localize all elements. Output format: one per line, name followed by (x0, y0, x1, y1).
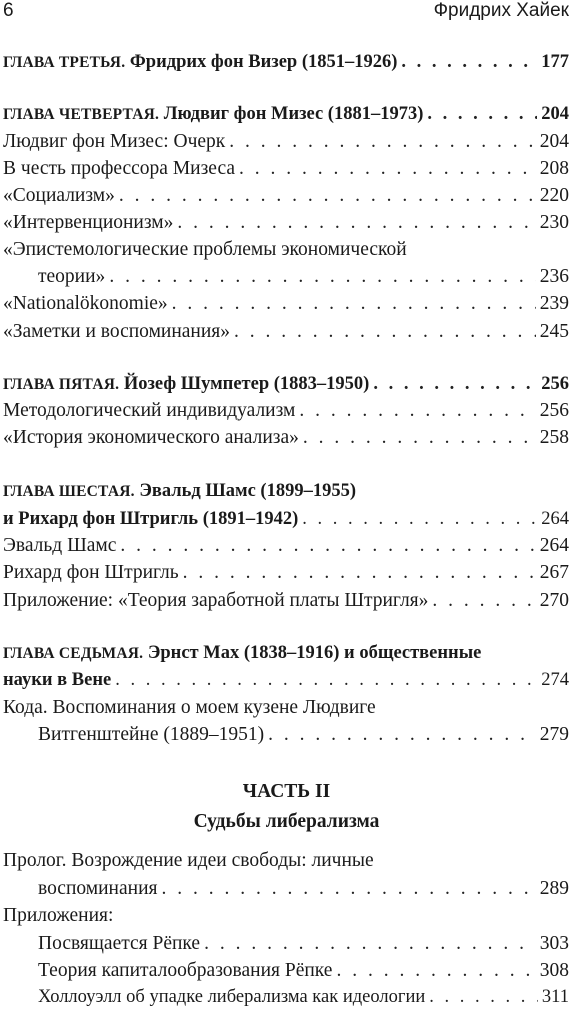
toc-chapter-6-continuation: и Рихард фон Штригль (1891–1942) . . . 264 (0, 506, 573, 532)
part-label: ЧАСТЬ II (242, 781, 331, 802)
toc-entry: Методологический индивидуализм . . . 256 (0, 398, 573, 424)
toc-entry: Людвиг фон Мизес: Очерк . . . 204 (0, 129, 573, 155)
toc-chapter-7: ГЛАВА СЕДЬМАЯ. Эрнст Мах (1838–1916) и общественные (3, 643, 482, 663)
toc-entry: Холлоуэлл об упадке либерализма как идеологии . . . 311 (0, 984, 573, 1010)
toc-entry: «Эпистемологические проблемы экономической (3, 239, 407, 260)
toc-entry-continuation: воспоминания . . . 289 (0, 876, 573, 902)
toc-entry: Кода. Воспоминания о моем кузене Людвиге (3, 697, 376, 718)
page-ref: 204 (541, 104, 569, 124)
toc-chapter-6: ГЛАВА ШЕСТАЯ. Эвальд Шамс (1899–1955) (3, 481, 356, 501)
running-head-author: Фридрих Хайек (433, 0, 569, 21)
toc-entry: В честь профессора Мизеса . . . 208 (0, 156, 573, 182)
toc-entry: «Интервенционизм» . . . 230 (0, 210, 573, 236)
toc-entry: «История экономического анализа» . . . 258 (0, 425, 573, 451)
toc-chapter-3: ГЛАВА ТРЕТЬЯ. Фридрих фон Визер (1851–1926) . . . 177 (0, 49, 573, 75)
toc-entry-continuation: Витгенштейне (1889–1951) . . . 279 (0, 722, 573, 748)
toc-entry: Пролог. Возрождение идеи свободы: личные (3, 850, 374, 871)
toc-entry-continuation: теории» . . . 236 (0, 264, 573, 290)
toc-entry: Приложение: «Теория заработной платы Штригля» . . . 270 (0, 588, 573, 614)
page-ref: 177 (541, 52, 569, 72)
toc-entry: «Социализм» . . . 220 (0, 183, 573, 209)
page-number: 6 (3, 0, 14, 21)
toc-entry: Эвальд Шамс . . . 264 (0, 533, 573, 559)
toc-entry: «Nationalökonomie» . . . 239 (0, 291, 573, 317)
toc-entry: «Заметки и воспоминания» . . . 245 (0, 319, 573, 345)
toc-entry: Теория капиталообразования Рёпке . . . 308 (0, 958, 573, 984)
toc-entry: Приложения: (3, 905, 114, 926)
running-header (0, 0, 573, 28)
toc-entry: Рихард фон Штригль . . . 267 (0, 560, 573, 586)
toc-chapter-5: ГЛАВА ПЯТАЯ. Йозеф Шумпетер (1883–1950) . . . 256 (0, 371, 573, 397)
toc-entry: Посвящается Рёпке . . . 303 (0, 931, 573, 957)
part-title: Судьбы либерализма (193, 811, 380, 832)
toc-chapter-4: ГЛАВА ЧЕТВЕРТАЯ. Людвиг фон Мизес (1881–1973) . . . 204 (0, 101, 573, 127)
toc-chapter-7-continuation: науки в Вене . . . 274 (0, 667, 573, 693)
